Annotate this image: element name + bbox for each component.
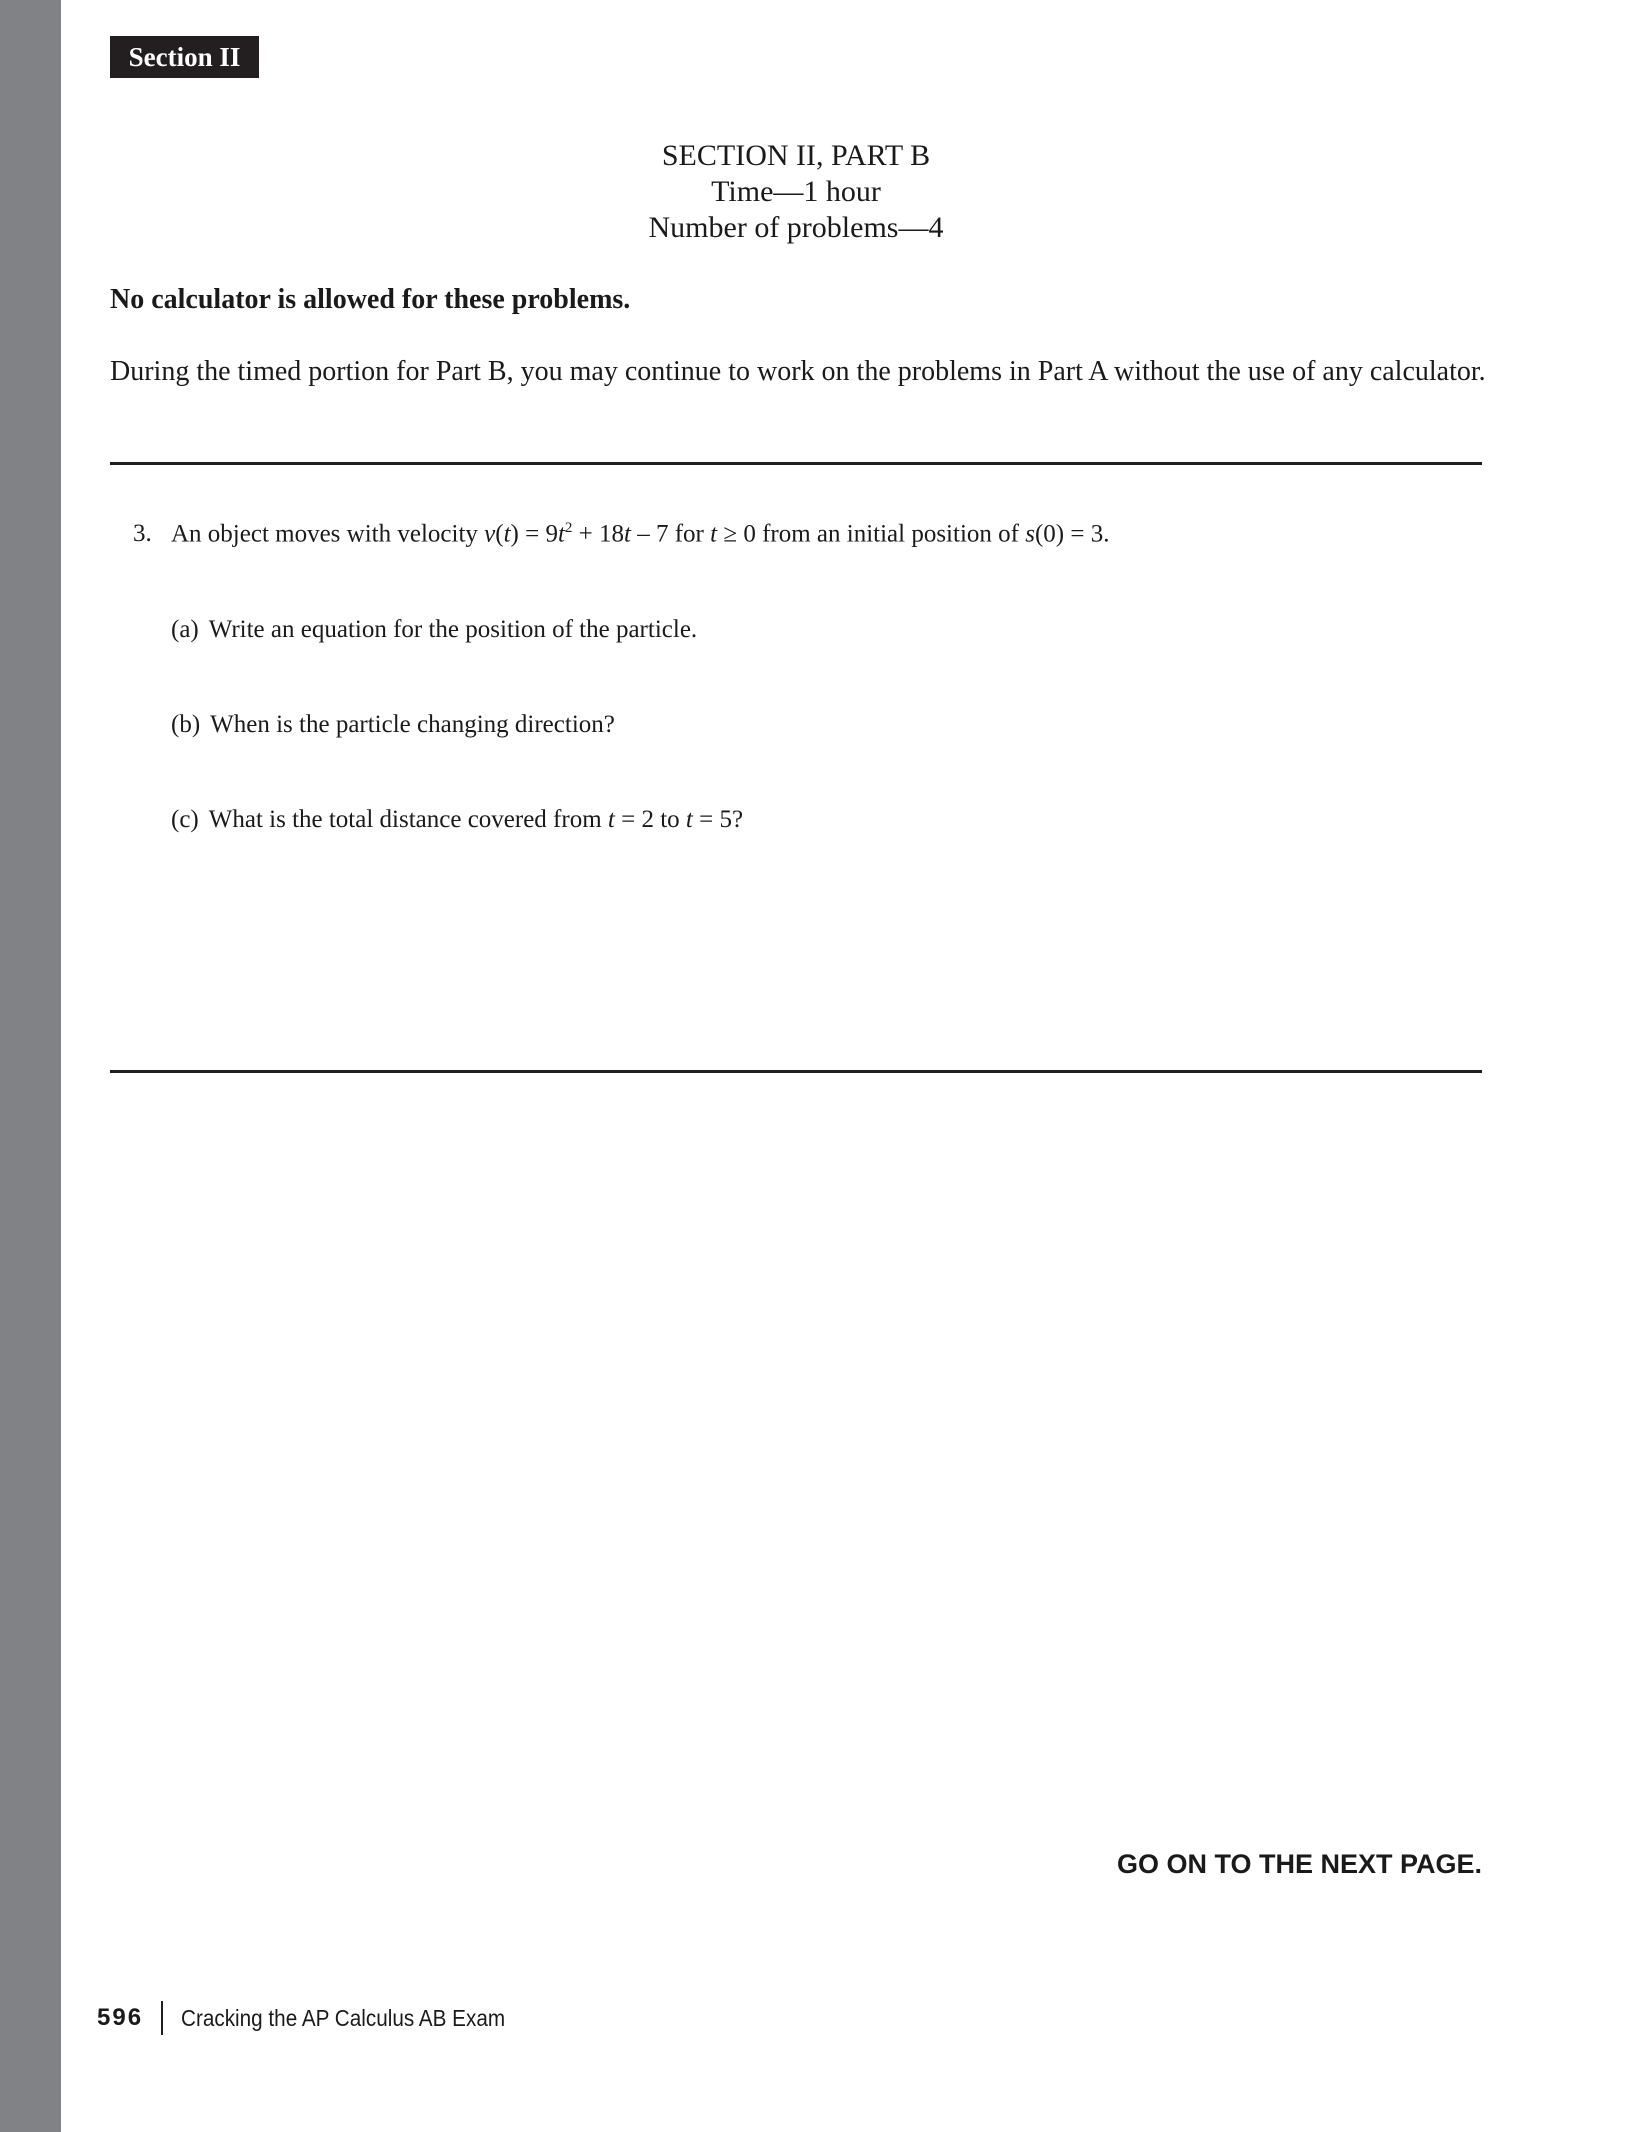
- bottom-rule: [110, 1070, 1482, 1073]
- footer-divider: [161, 2001, 163, 2035]
- problem-part-a: (a) Write an equation for the position of the particle.: [171, 616, 698, 643]
- go-on-notice: GO ON TO THE NEXT PAGE.: [1116, 1849, 1482, 1879]
- problem-statement: 3. An object moves with velocity $v(t) = 9t^2 + 18t - 7$ for t ≥ 0 from an initial position of s(0) = 3.: [133, 520, 1110, 548]
- page-number: 596: [97, 2004, 144, 2031]
- instructions: During the timed portion for Part B, you may continue to work on the problems in Part A without the use of any calculator.: [110, 356, 1486, 387]
- calculator-notice: No calculator is allowed for these problems.: [110, 284, 631, 315]
- top-rule: [110, 462, 1482, 465]
- section-header: [110, 138, 1482, 246]
- problems-count: Number of problems—4: [648, 211, 944, 244]
- problem-number: 3.: [133, 520, 152, 548]
- section-tab: Section II: [110, 36, 259, 78]
- book-title: Cracking the AP Calculus AB Exam: [181, 2004, 506, 2031]
- problem-part-c: (c) What is the total distance covered from t = 2 to t = 5?: [171, 806, 744, 833]
- section-title: SECTION II, PART B: [661, 139, 931, 172]
- side-bar: [0, 0, 61, 2132]
- problem-part-b: (b) When is the particle changing direction?: [171, 711, 615, 738]
- page-footer: [97, 2001, 541, 2035]
- time-limit: Time—1 hour: [711, 175, 881, 208]
